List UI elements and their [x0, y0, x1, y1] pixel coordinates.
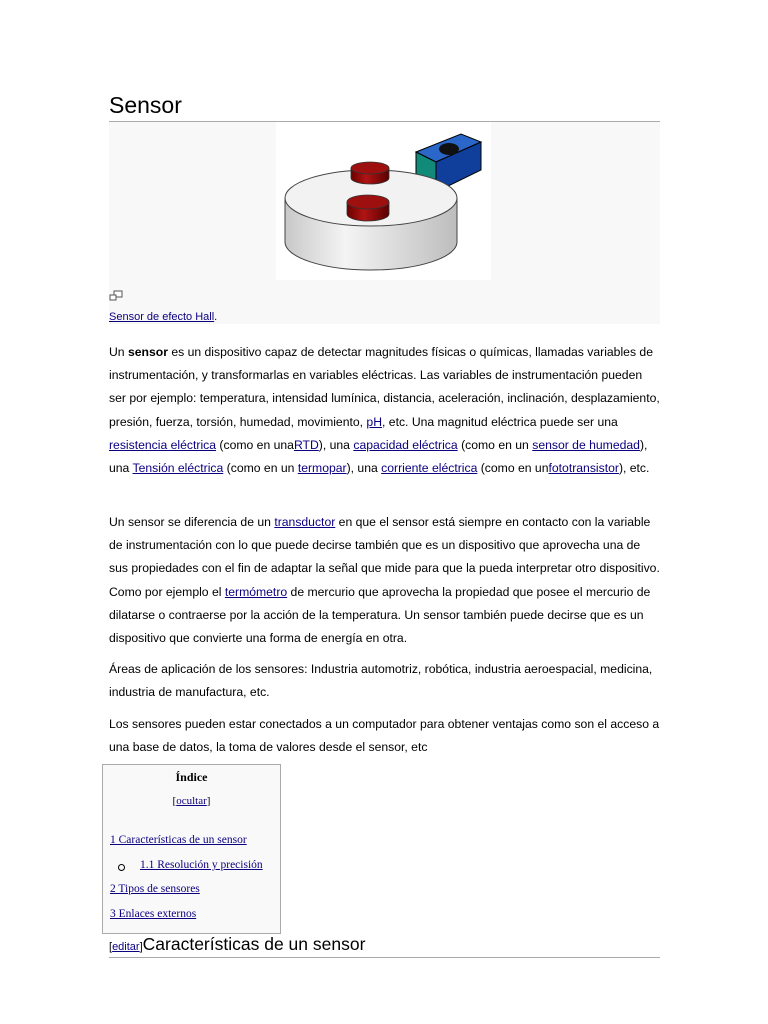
toc-toggle: [ocultar] [172, 795, 211, 807]
table-of-contents [102, 764, 281, 934]
toc-item-2[interactable]: 2 Tipos de sensores [110, 883, 200, 895]
toc-title: Índice [175, 770, 208, 784]
hall-sensor-illustration [276, 122, 491, 280]
link-capacidad[interactable]: capacidad eléctrica [353, 437, 458, 452]
paragraph-intro: Un sensor es un dispositivo capaz de detectar magnitudes físicas o químicas, llamadas variables de instrumentación, y transformarlas en variables eléctricas. Las variables de instrumentación pueden ser por ejemplo: temperatura, intensidad lumínica, distancia, aceleración, inclinación, desplazamiento, presión, fuerza, torsión, humedad, movimiento, pH, etc. Una magnitud eléctrica puede ser una resistencia eléctrica (como en unaRTD), una capacidad eléctrica (como en un sensor de humedad), una Tensión eléctrica (como en un termopar), una corriente eléctrica (como en unfototransistor), etc. [109, 345, 660, 476]
link-ph[interactable]: pH [366, 414, 383, 429]
link-termopar[interactable]: termopar [297, 461, 347, 476]
figure-caption: Sensor de efecto Hall. [109, 311, 218, 323]
section-title: Características de un sensor [142, 934, 366, 954]
link-termometro[interactable]: termómetro [224, 584, 288, 599]
paragraph-transductor: Un sensor se diferencia de un transductor en que el sensor está siempre en contacto con la variable de instrumentación con lo que puede decirse también que es un dispositivo que aprovecha una de sus propiedades con el fin de adaptar la señal que mide para que la pueda interpretar otro dispositivo. Como por ejemplo el termómetro de mercurio que aprovecha la propiedad que posee el mercurio de dilatarse o contraerse por la acción de la temperatura. Un sensor también puede decirse que es un dispositivo que convierte una forma de energía en otra. [109, 515, 660, 646]
toc-item-3[interactable]: 3 Enlaces externos [110, 908, 197, 920]
bullet-icon [118, 864, 125, 871]
link-fototransistor[interactable]: fototransistor [548, 461, 619, 476]
magnify-icon[interactable] [109, 289, 123, 301]
edit-link[interactable]: editar [112, 941, 140, 953]
caption-link[interactable]: Sensor de efecto Hall [109, 311, 215, 323]
hall-sensor-image[interactable] [276, 122, 491, 280]
link-sensor-humedad[interactable]: sensor de humedad [532, 437, 640, 452]
link-corriente[interactable]: corriente eléctrica [381, 461, 478, 476]
toc-item-1-1[interactable]: 1.1 Resolución y precisión [140, 859, 263, 871]
section-heading [109, 934, 660, 958]
page-title: Sensor [109, 92, 660, 122]
figure [109, 122, 660, 324]
link-tension[interactable]: Tensión eléctrica [132, 461, 224, 476]
paragraph-areas: Áreas de aplicación de los sensores: Industria automotriz, robótica, industria aeroespacial, medicina, industria de manufactura, etc. [109, 662, 653, 700]
link-resistencia[interactable]: resistencia eléctrica [109, 437, 217, 452]
link-transductor[interactable]: transductor [274, 515, 336, 529]
toc-hide-link[interactable]: ocultar [176, 795, 207, 807]
edit-section: [editar] [109, 941, 143, 953]
paragraph-computador: Los sensores pueden estar conectados a un computador para obtener ventajas como son el acceso a una base de datos, la toma de valores desde el sensor, etc [109, 717, 660, 755]
toc-item-1[interactable]: 1 Características de un sensor [110, 834, 247, 846]
link-rtd[interactable]: RTD [293, 437, 319, 452]
